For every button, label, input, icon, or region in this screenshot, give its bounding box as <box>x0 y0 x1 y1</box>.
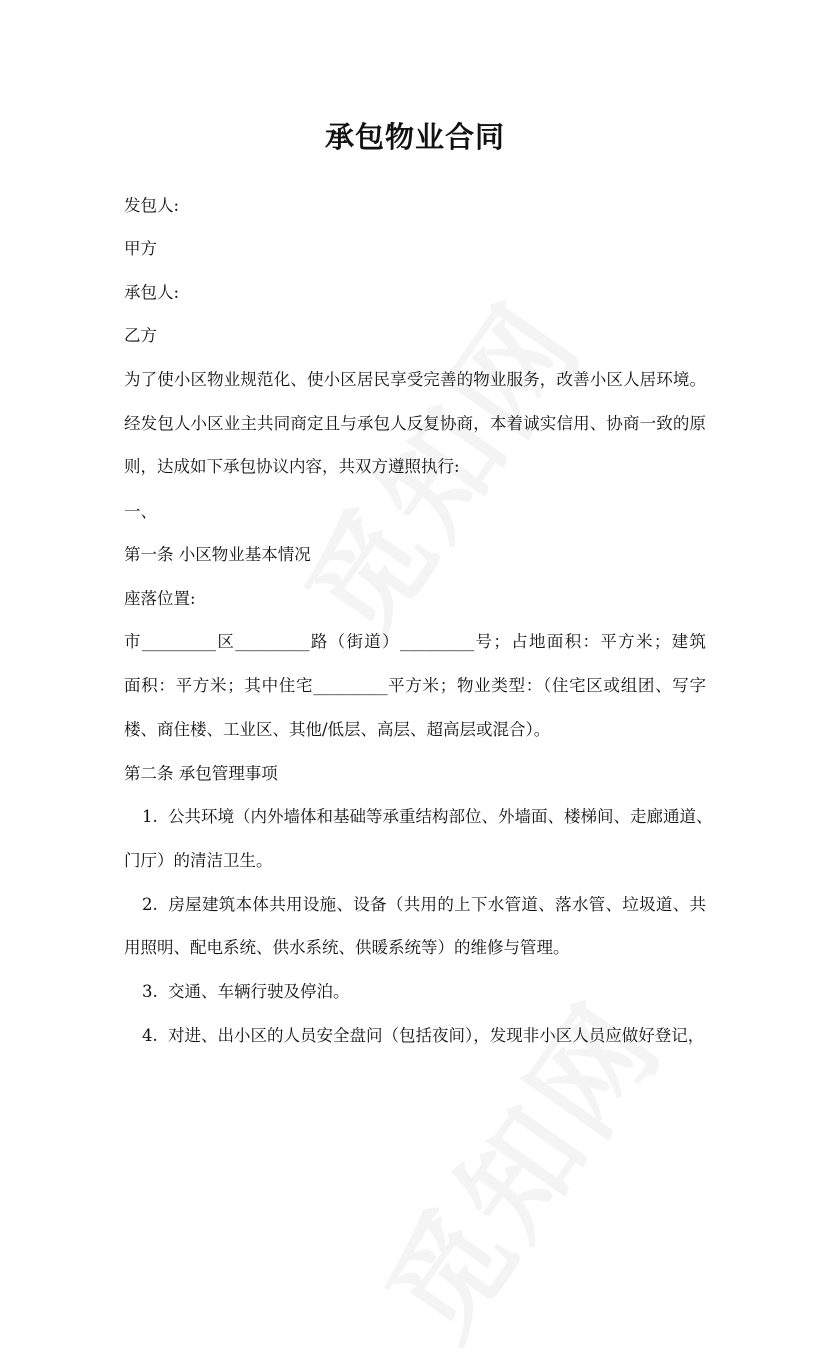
list-item <box>142 982 350 1002</box>
list-item <box>142 895 706 915</box>
item-text: 交通、车辆行驶及停泊。 <box>168 982 350 1001</box>
section-one-heading: 一、 <box>124 502 157 521</box>
party-a-label: 发包人: <box>124 196 180 215</box>
party-a-value: 甲方 <box>124 239 157 258</box>
item-text: 对进、出小区的人员安全盘问（包括夜间），发现非小区人员应做好登记， <box>168 1026 705 1045</box>
item-text: 公共环境（内外墙体和基础等承重结构部位、外墙面、楼梯间、走廊通道、 <box>168 807 713 826</box>
item-number: 2. <box>142 895 158 914</box>
article-2-heading: 第二条 承包管理事项 <box>124 764 278 783</box>
list-item-continuation: 用照明、配电系统、供水系统、供暖系统等）的维修与管理。 <box>124 938 570 957</box>
preamble-line: 经发包人小区业主共同商定且与承包人反复协商，本着诚实信用、协商一致的原 <box>124 414 706 433</box>
document-title: 承包物业合同 <box>324 120 505 154</box>
list-item <box>142 807 713 827</box>
preamble-line: 为了使小区物业规范化、使小区居民享受完善的物业服务，改善小区人居环境。 <box>124 370 706 389</box>
property-info-line: 面积：平方米；其中住宅_________平方米；物业类型：（住宅区或组团、写字 <box>124 676 706 695</box>
article-1-heading: 第一条 小区物业基本情况 <box>124 545 311 564</box>
party-b-label: 承包人: <box>124 283 180 302</box>
item-number: 1. <box>142 807 158 826</box>
list-item-continuation: 门厅）的清洁卫生。 <box>124 851 273 870</box>
location-label: 座落位置: <box>124 589 196 608</box>
preamble-line: 则，达成如下承包协议内容，共双方遵照执行: <box>124 457 460 476</box>
item-number: 3. <box>142 982 158 1001</box>
watermark <box>340 964 693 1366</box>
property-info-line: 楼、商住楼、工业区、其他/低层、高层、超高层或混合）。 <box>124 720 551 739</box>
list-item <box>142 1026 704 1046</box>
property-info-line: 市_________区_________路（街道）_________号；占地面积：平方米；建筑 <box>124 632 706 651</box>
item-number: 4. <box>142 1026 158 1045</box>
party-b-value: 乙方 <box>124 326 157 345</box>
item-text: 房屋建筑本体共用设施、设备（共用的上下水管道、落水管、垃圾道、共 <box>168 895 706 914</box>
